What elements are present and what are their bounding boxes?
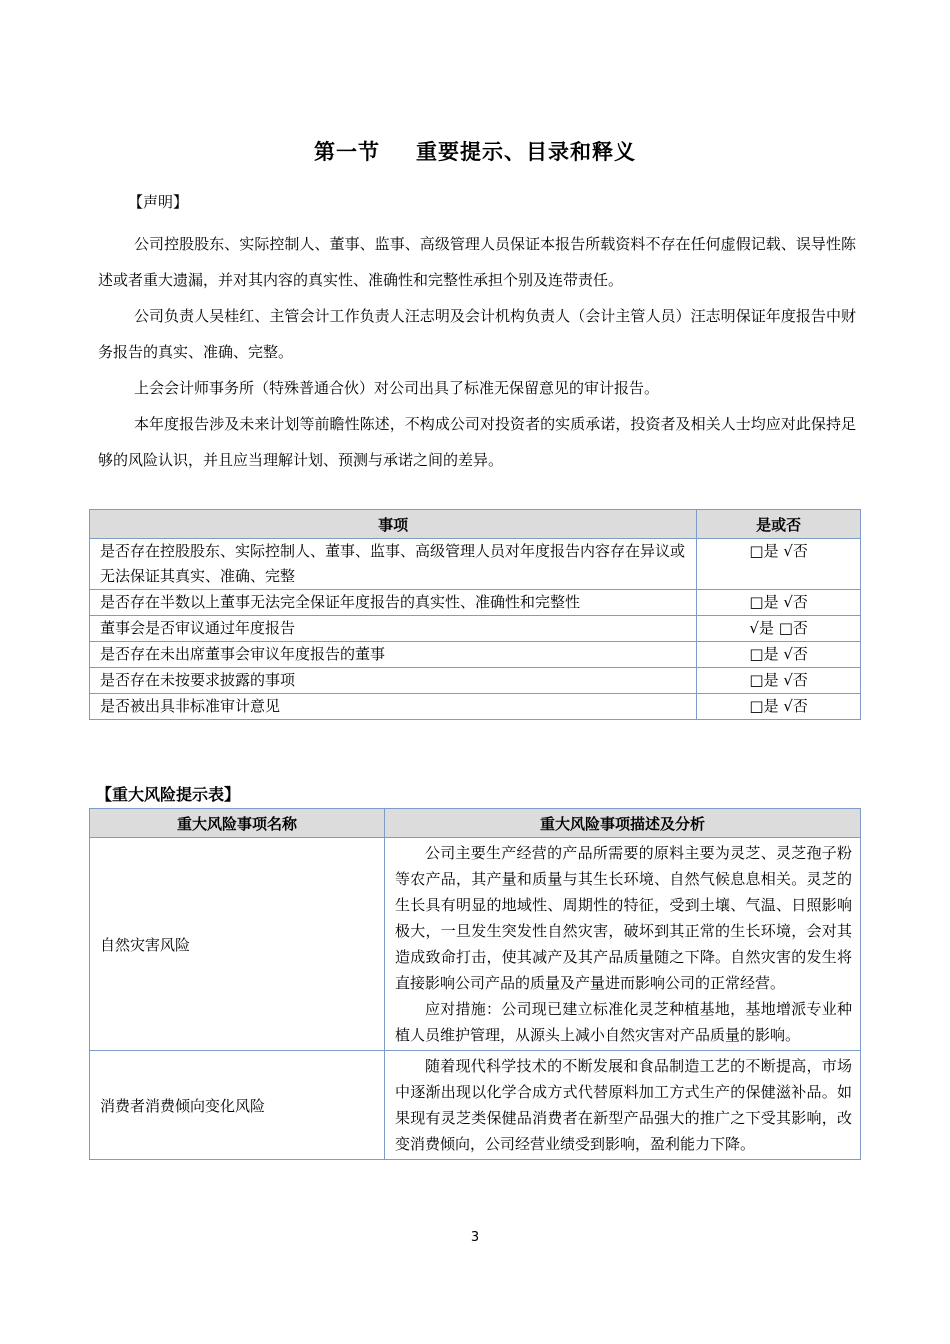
risk-description <box>385 1051 861 1160</box>
risk-header-description: 重大风险事项描述及分析 <box>385 809 861 838</box>
declaration-paragraph-2: 公司负责人吴桂红、主管会计工作负责人汪志明及会计机构负责人（会计主管人员）汪志明保证年度报告中财务报告的真实、准确、完整。 <box>98 307 856 361</box>
risk-name: 自然灾害风险 <box>90 838 385 1051</box>
matter-answer: √是 □否 <box>697 616 861 642</box>
matters-header-item: 事项 <box>90 510 697 539</box>
table-row <box>90 539 861 590</box>
risk-header-name: 重大风险事项名称 <box>90 809 385 838</box>
matter-item: 是否被出具非标准审计意见 <box>90 694 697 720</box>
matter-answer: □是 √否 <box>697 642 861 668</box>
risk-description-paragraph: 随着现代科学技术的不断发展和食品制造工艺的不断提高，市场中逐渐出现以化学合成方式代替原料加工方式生产的保健滋补品。如果现有灵芝类保健品消费者在新型产品强大的推广之下受其影响，改变消费倾向，公司经营业绩受到影响，盈利能力下降。 <box>395 1057 852 1153</box>
section-number: 第一节 <box>314 140 380 164</box>
matter-item: 是否存在控股股东、实际控制人、董事、监事、高级管理人员对年度报告内容存在异议或无法保证其真实、准确、完整 <box>90 539 697 590</box>
matter-answer: □是 √否 <box>697 590 861 616</box>
declaration-heading: 【声明】 <box>128 193 189 211</box>
page-number: 3 <box>470 1230 480 1245</box>
section-name: 重要提示、目录和释义 <box>416 140 636 164</box>
matter-item: 是否存在未出席董事会审议年度报告的董事 <box>90 642 697 668</box>
matter-answer: □是 √否 <box>697 668 861 694</box>
table-row <box>90 668 861 694</box>
matter-item: 是否存在半数以上董事无法完全保证年度报告的真实性、准确性和完整性 <box>90 590 697 616</box>
risk-countermeasure-paragraph: 应对措施：公司现已建立标准化灵芝种植基地，基地增派专业种植人员维护管理，从源头上减小自然灾害对产品质量的影响。 <box>395 1000 852 1044</box>
matter-answer: □是 √否 <box>697 694 861 720</box>
page-title <box>0 136 950 166</box>
declaration-paragraph-4: 本年度报告涉及未来计划等前瞻性陈述，不构成公司对投资者的实质承诺，投资者及相关人士均应对此保持足够的风险认识，并且应当理解计划、预测与承诺之间的差异。 <box>98 415 856 469</box>
declaration-paragraph-1: 公司控股股东、实际控制人、董事、监事、高级管理人员保证本报告所载资料不存在任何虚假记载、误导性陈述或者重大遗漏，并对其内容的真实性、准确性和完整性承担个别及连带责任。 <box>98 235 856 289</box>
matters-header-answer: 是或否 <box>697 510 861 539</box>
table-row <box>90 838 861 1051</box>
risk-description <box>385 838 861 1051</box>
risk-table <box>89 808 861 1160</box>
matter-answer: □是 √否 <box>697 539 861 590</box>
matters-table-header <box>90 510 861 539</box>
matter-item: 董事会是否审议通过年度报告 <box>90 616 697 642</box>
table-row <box>90 590 861 616</box>
matter-item: 是否存在未按要求披露的事项 <box>90 668 697 694</box>
risk-description-paragraph: 公司主要生产经营的产品所需要的原料主要为灵芝、灵芝孢子粉等农产品，其产量和质量与其生长环境、自然气候息息相关。灵芝的生长具有明显的地域性、周期性的特征，受到土壤、气温、日照影响极大，一旦发生突发性自然灾害，破坏到其正常的生长环境，会对其造成致命打击，使其减产及其产品质量随之下降。自然灾害的发生将直接影响公司产品的质量及产量进而影响公司的正常经营。 <box>395 844 852 992</box>
risk-table-heading: 【重大风险提示表】 <box>96 785 241 804</box>
risk-table-header <box>90 809 861 838</box>
table-row <box>90 616 861 642</box>
table-row <box>90 642 861 668</box>
table-row <box>90 694 861 720</box>
declaration-paragraph-3: 上会会计师事务所（特殊普通合伙）对公司出具了标准无保留意见的审计报告。 <box>134 379 660 397</box>
table-row <box>90 1051 861 1160</box>
risk-name: 消费者消费倾向变化风险 <box>90 1051 385 1160</box>
matters-table <box>89 509 861 720</box>
